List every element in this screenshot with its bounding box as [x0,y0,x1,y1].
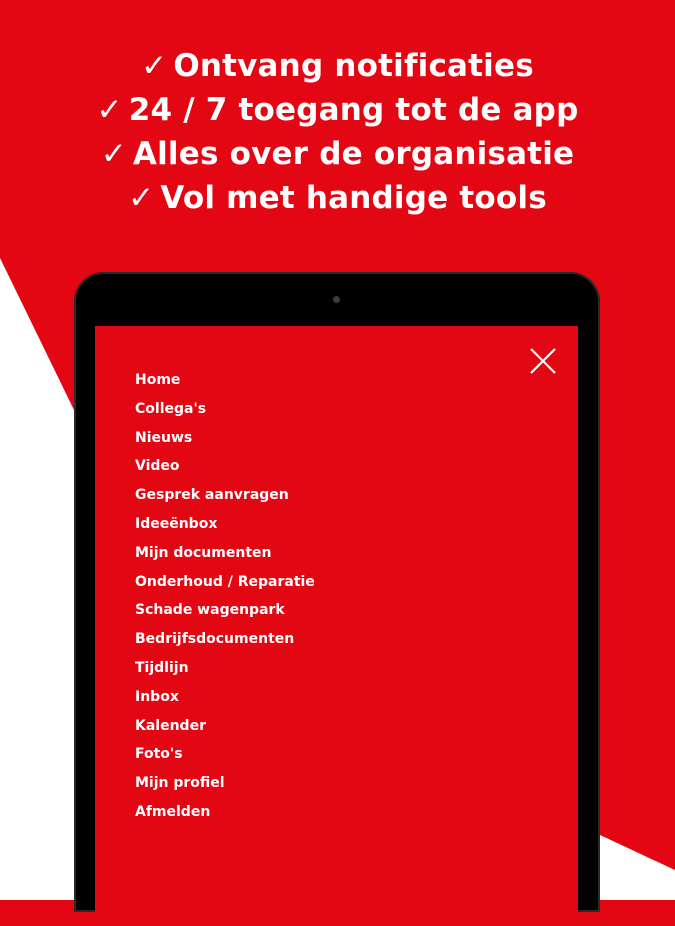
menu-item-fotos[interactable]: Foto's [135,746,183,763]
menu-item-bedrijfsdocumenten[interactable]: Bedrijfsdocumenten [135,631,295,648]
menu-item-schade-wagenpark[interactable]: Schade wagenpark [135,602,285,619]
checkmark-icon: ✓ [128,180,155,216]
menu-item-home[interactable]: Home [135,372,181,388]
headline-line: ✓ 24 / 7 toegang tot de app [96,92,579,128]
menu-item-afmelden[interactable]: Afmelden [135,803,211,820]
tablet-frame [74,272,600,912]
menu-item-mijn-profiel[interactable]: Mijn profiel [135,775,225,792]
menu-item-nieuws[interactable]: Nieuws [135,429,193,446]
checkmark-icon: ✓ [100,136,127,172]
menu-item-gesprek-aanvragen[interactable]: Gesprek aanvragen [135,487,289,504]
headline-line: ✓ Vol met handige tools [128,180,547,216]
menu-item-onderhoud-reparatie[interactable]: Onderhoud / Reparatie [135,573,315,590]
camera-icon [333,296,340,303]
checkmark-icon: ✓ [141,48,168,84]
checkmark-icon: ✓ [96,92,123,128]
menu-item-video[interactable]: Video [135,458,180,475]
app-screen [95,326,578,926]
headline-line: ✓ Ontvang notificaties [141,48,534,84]
headline-line: ✓ Alles over de organisatie [100,136,575,172]
menu-item-kalender[interactable]: Kalender [135,717,206,734]
navigation-menu [135,366,315,827]
close-menu-button[interactable] [526,344,560,378]
menu-item-ideeenbox[interactable]: Ideeënbox [135,515,218,532]
menu-item-tijdlijn[interactable]: Tijdlijn [135,659,189,676]
close-icon [526,344,560,378]
menu-item-mijn-documenten[interactable]: Mijn documenten [135,544,272,561]
menu-item-collegas[interactable]: Collega's [135,400,207,417]
promo-headline [0,44,675,220]
menu-item-inbox[interactable]: Inbox [135,688,179,705]
